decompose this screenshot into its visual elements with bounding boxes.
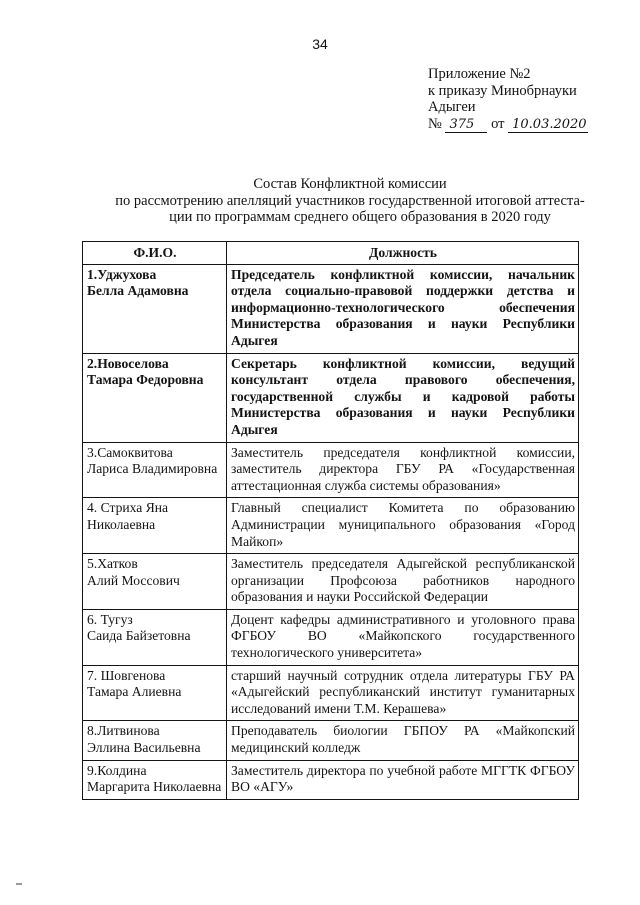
member-position: Заместитель председателя конфликтной комиссии, заместитель директора ГБУ РА «Государственная аттестационная служба системы образования» bbox=[227, 442, 579, 498]
member-position: Главный специалист Комитета по образованию Администрации муниципального образования «Город Майкоп» bbox=[227, 498, 579, 554]
appendix-line-2: к приказу Минобрнауки bbox=[428, 82, 577, 99]
table-row bbox=[83, 760, 579, 799]
commission-table bbox=[82, 241, 579, 800]
scan-mark bbox=[16, 883, 22, 885]
appendix-line-1: Приложение №2 bbox=[428, 66, 531, 82]
member-position: Преподаватель биологии ГБПОУ РА «Майкопский медицинский колледж bbox=[227, 721, 579, 760]
document-title bbox=[60, 176, 640, 226]
member-position: Доцент кафедры административного и уголовного права ФГБОУ ВО «Майкопского государственного технологического университета» bbox=[227, 609, 579, 665]
header-position: Должность bbox=[227, 242, 579, 265]
member-name: 2.Новоселова Тамара Федоровна bbox=[83, 353, 227, 442]
title-line-1: Состав Конфликтной комиссии bbox=[253, 176, 447, 192]
order-reference bbox=[428, 116, 588, 133]
member-name: 6. Тугуз Саида Байзетовна bbox=[83, 609, 227, 665]
order-number-handwritten: 375 bbox=[445, 118, 487, 133]
order-number-prefix: № bbox=[428, 115, 442, 132]
header-fio: Ф.И.О. bbox=[83, 242, 227, 265]
table-row bbox=[83, 353, 579, 442]
table-row bbox=[83, 609, 579, 665]
table-row bbox=[83, 264, 579, 353]
table-row bbox=[83, 554, 579, 610]
title-line-2: по рассмотрению апелляций участников государственной итоговой аттеста- bbox=[115, 192, 585, 209]
table-row bbox=[83, 442, 579, 498]
page-number: 34 bbox=[312, 36, 328, 52]
member-position: Заместитель председателя Адыгейской республиканской организации Профсоюза работников народного образования и науки Российской Федерации bbox=[227, 554, 579, 610]
member-name: 8.Литвинова Эллина Васильевна bbox=[83, 721, 227, 760]
appendix-line-3: Адыгеи bbox=[428, 99, 476, 115]
table-row bbox=[83, 721, 579, 760]
member-name: 9.Колдина Маргарита Николаевна bbox=[83, 760, 227, 799]
table-header-row bbox=[83, 242, 579, 265]
member-name: 3.Самоквитова Лариса Владимировна bbox=[83, 442, 227, 498]
member-name: 1.Уджухова Белла Адамовна bbox=[83, 264, 227, 353]
member-name: 7. Шовгенова Тамара Алиевна bbox=[83, 665, 227, 721]
member-position: старший научный сотрудник отдела литературы ГБУ РА «Адыгейский республиканский институт гуманитарных исследований имени Т.М. Керашева» bbox=[227, 665, 579, 721]
member-position: Председатель конфликтной комиссии, начальник отдела социально-правовой поддержки детства и информационно-технологического обеспечения Министерства образования и науки Республики Адыгея bbox=[227, 264, 579, 353]
member-name: 5.Хатков Алий Моссович bbox=[83, 554, 227, 610]
order-date-prefix: от bbox=[491, 115, 505, 132]
member-position: Заместитель директора по учебной работе МГГТК ФГБОУ ВО «АГУ» bbox=[227, 760, 579, 799]
title-line-3: ции по программам среднего общего образования в 2020 году bbox=[169, 209, 551, 225]
appendix-header bbox=[428, 66, 588, 133]
table-row bbox=[83, 498, 579, 554]
member-position: Секретарь конфликтной комиссии, ведущий консультант отдела правового обеспечения, государственной службы и кадровой работы Министерства образования и науки Республики Адыгея bbox=[227, 353, 579, 442]
member-name: 4. Стриха Яна Николаевна bbox=[83, 498, 227, 554]
table-row bbox=[83, 665, 579, 721]
order-date-handwritten: 10.03.2020 bbox=[508, 118, 588, 133]
